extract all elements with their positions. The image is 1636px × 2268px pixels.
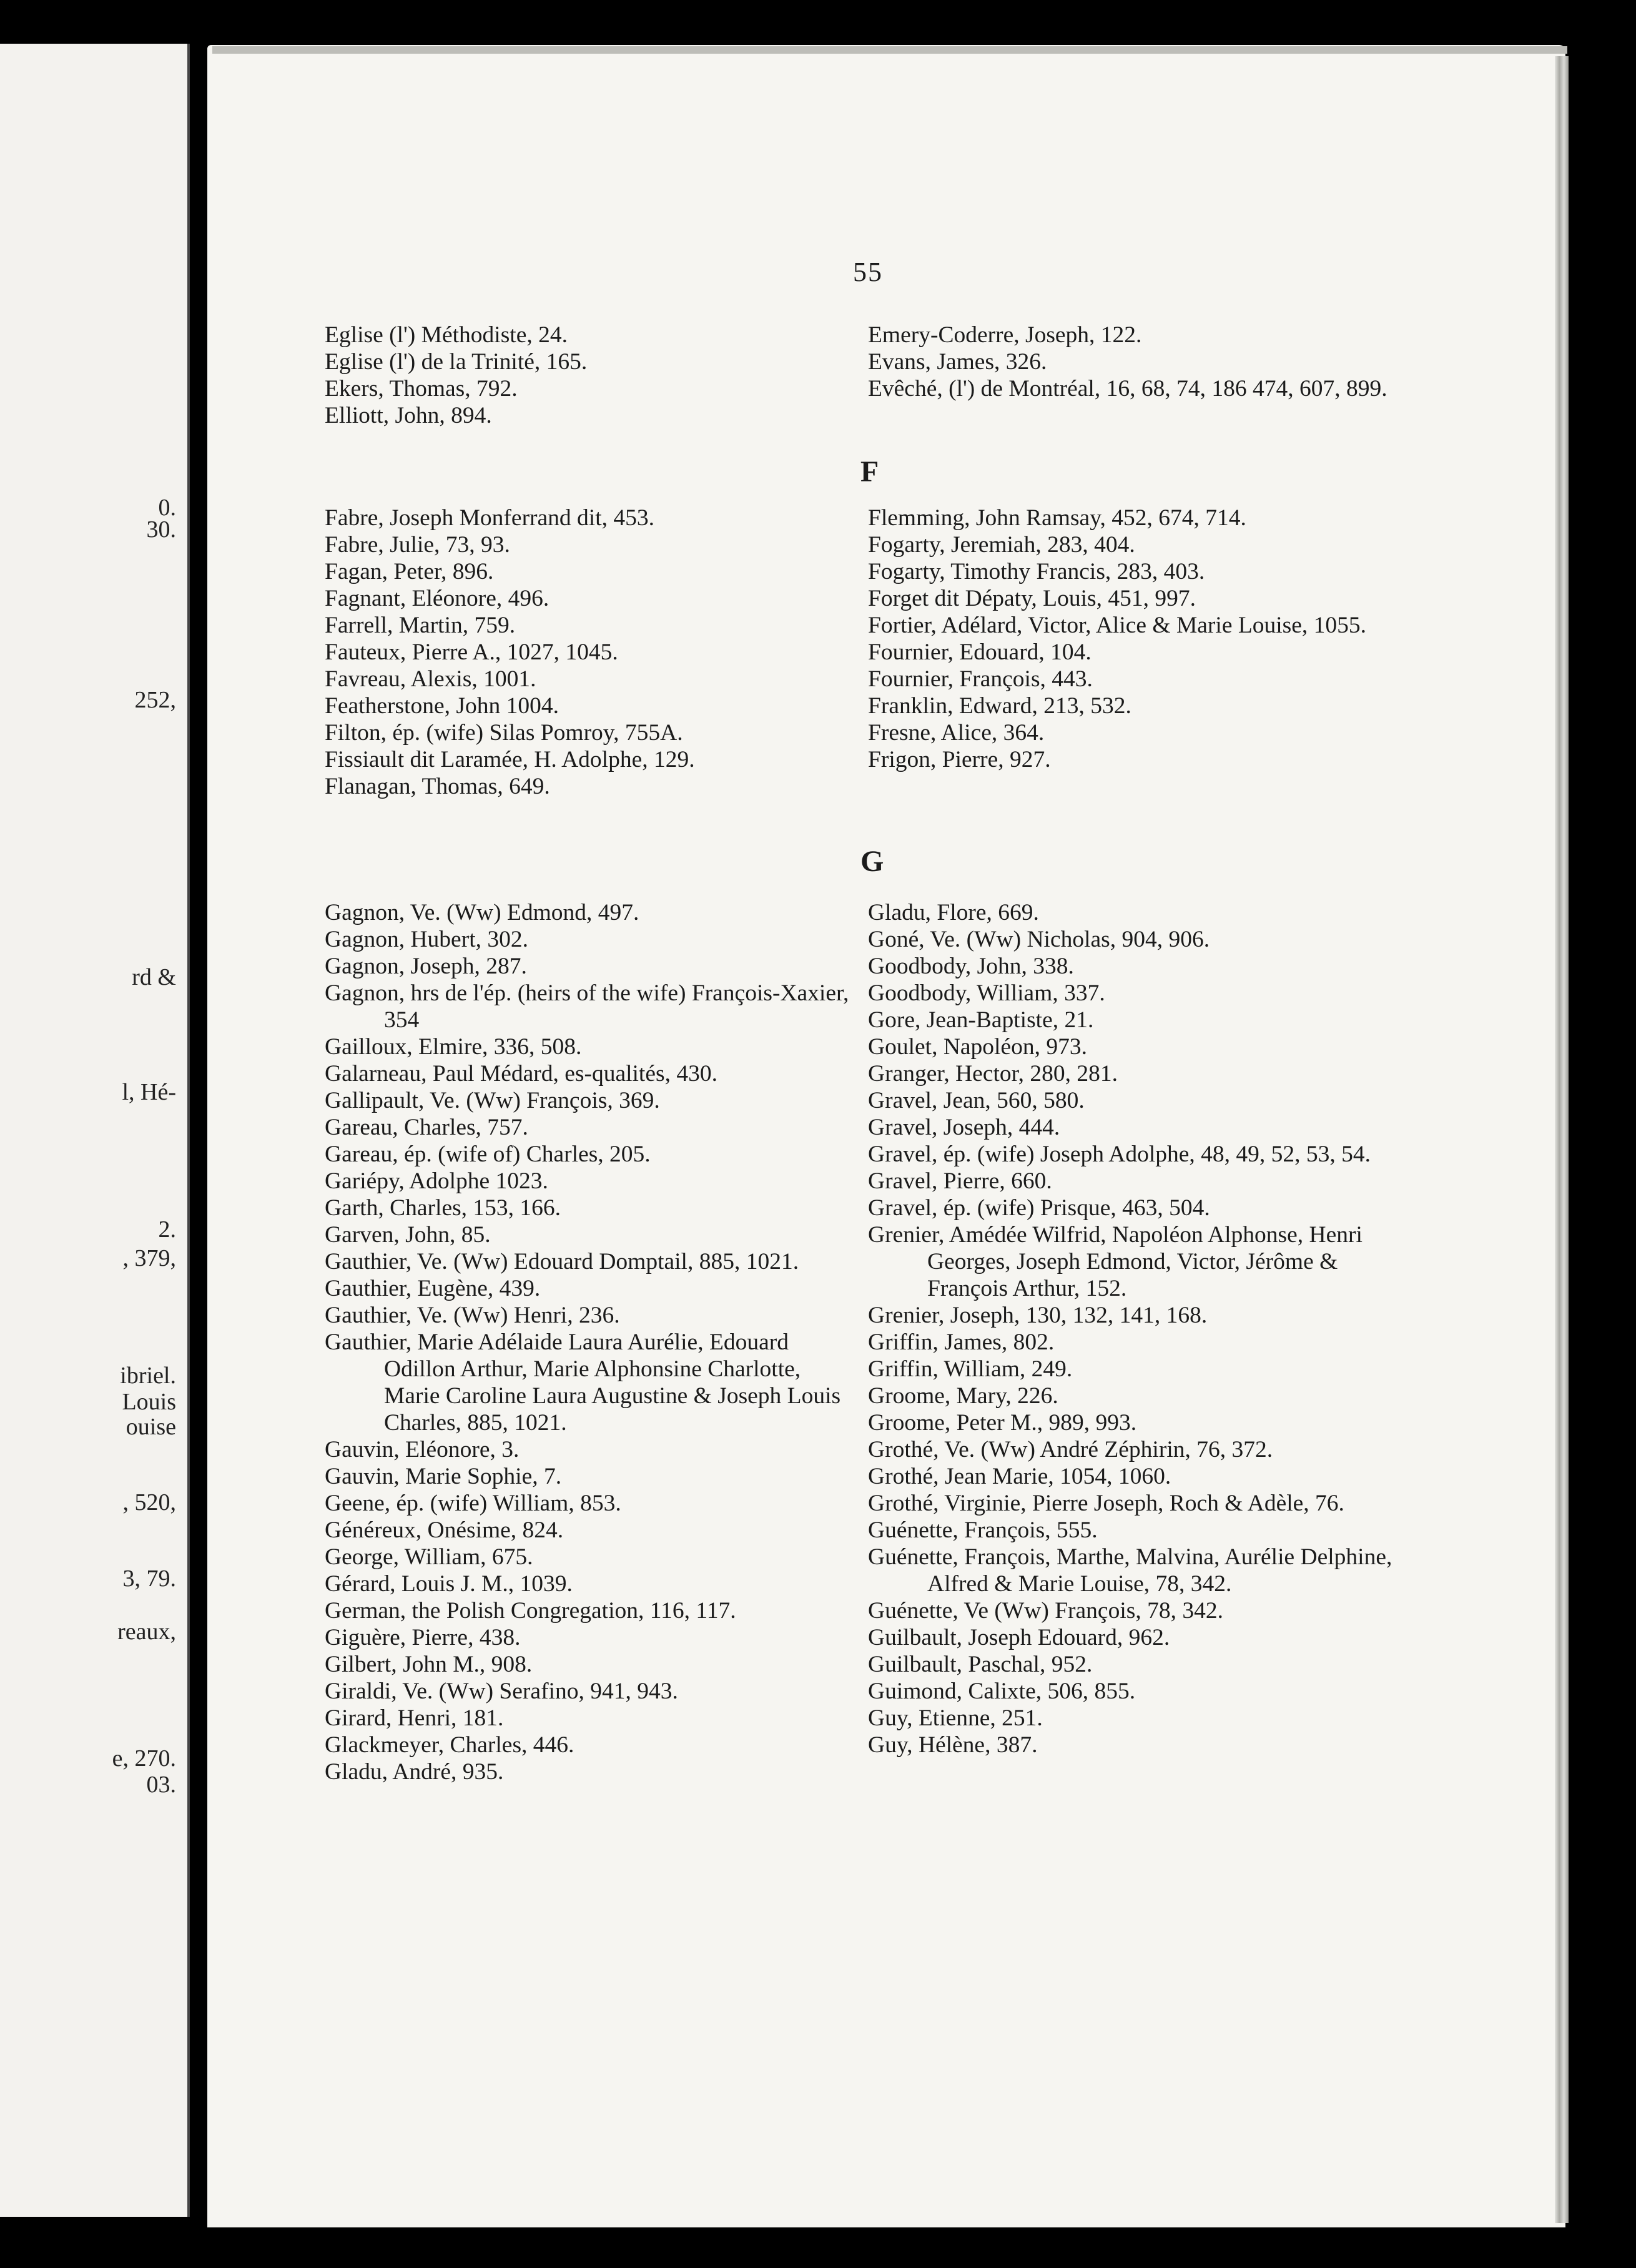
index-entry: Eglise (l') Méthodiste, 24.: [325, 322, 568, 348]
index-entry: Fogarty, Jeremiah, 283, 404.: [868, 532, 1135, 558]
index-entry: Galarneau, Paul Médard, es-qualités, 430.: [325, 1061, 717, 1087]
index-entry: Griffin, James, 802.: [868, 1329, 1055, 1355]
index-entry: Grenier, Amédée Wilfrid, Napoléon Alphonse, Henri Georges, Joseph Edmond, Victor, Jérôme & François Arthur, 152.: [868, 1222, 1363, 1301]
section-e-left: [325, 322, 855, 429]
index-entry: Fresne, Alice, 364.: [868, 720, 1045, 746]
index-entry: Filton, ép. (wife) Silas Pomroy, 755A.: [325, 720, 683, 746]
index-entry: Fagan, Peter, 896.: [325, 559, 494, 584]
index-entry: Flanagan, Thomas, 649.: [325, 774, 550, 799]
index-entry: Gauvin, Marie Sophie, 7.: [325, 1464, 562, 1489]
left-page-fragment: 30.: [146, 516, 176, 543]
index-entry: Favreau, Alexis, 1001.: [325, 666, 536, 692]
left-page-fragment: e, 270.: [112, 1745, 176, 1772]
index-entry: Guénette, François, 555.: [868, 1517, 1098, 1543]
index-entry: Gravel, Pierre, 660.: [868, 1168, 1052, 1194]
index-entry: Généreux, Onésime, 824.: [325, 1517, 564, 1543]
section-f-right: [868, 505, 1392, 773]
index-entry: Elliott, John, 894.: [325, 403, 492, 428]
index-entry: Groome, Mary, 226.: [868, 1383, 1058, 1409]
index-entry: Ekers, Thomas, 792.: [325, 376, 518, 402]
index-entry: Gladu, Flore, 669.: [868, 900, 1039, 925]
index-entry: Granger, Hector, 280, 281.: [868, 1061, 1118, 1087]
index-entry: Garth, Charles, 153, 166.: [325, 1195, 561, 1221]
page-edge-right: [1555, 56, 1569, 2223]
left-page-edge: [0, 44, 190, 2217]
index-entry: Gariépy, Adolphe 1023.: [325, 1168, 548, 1194]
index-entry: Gravel, Jean, 560, 580.: [868, 1088, 1085, 1113]
page-number: 55: [853, 257, 883, 287]
index-entry: Fagnant, Eléonore, 496.: [325, 586, 549, 611]
index-entry: Eglise (l') de la Trinité, 165.: [325, 349, 588, 375]
left-page-fragment: ibriel.: [120, 1363, 176, 1389]
left-page-fragment: 0.: [158, 495, 176, 521]
index-entry: Guy, Hélène, 387.: [868, 1732, 1038, 1758]
index-entry: Guy, Etienne, 251.: [868, 1705, 1043, 1731]
index-entry: Glackmeyer, Charles, 446.: [325, 1732, 574, 1758]
index-entry: Gravel, Joseph, 444.: [868, 1115, 1060, 1140]
index-entry: Flemming, John Ramsay, 452, 674, 714.: [868, 505, 1246, 531]
index-entry: Gauthier, Ve. (Ww) Edouard Domptail, 885, 1021.: [325, 1249, 799, 1275]
index-entry: Fissiault dit Laramée, H. Adolphe, 129.: [325, 747, 695, 772]
index-entry: Gladu, André, 935.: [325, 1759, 504, 1785]
index-entry: Goodbody, John, 338.: [868, 954, 1074, 979]
index-entry: Gauvin, Eléonore, 3.: [325, 1437, 520, 1462]
index-entry: Groome, Peter M., 989, 993.: [868, 1410, 1137, 1436]
index-entry: Guénette, Ve (Ww) François, 78, 342.: [868, 1598, 1223, 1624]
index-entry: Grothé, Virginie, Pierre Joseph, Roch & Adèle, 76.: [868, 1491, 1344, 1516]
left-page-fragment: Louis: [122, 1389, 176, 1415]
index-entry: Gagnon, Joseph, 287.: [325, 954, 527, 979]
index-entry: Guilbault, Paschal, 952.: [868, 1652, 1093, 1677]
index-entry: Fogarty, Timothy Francis, 283, 403.: [868, 559, 1205, 584]
index-entry: Guilbault, Joseph Edouard, 962.: [868, 1625, 1170, 1650]
section-letter-f: F: [860, 455, 879, 488]
left-page-fragment: reaux,: [117, 1619, 176, 1645]
index-entry: Forget dit Dépaty, Louis, 451, 997.: [868, 586, 1196, 611]
index-entry: Grothé, Ve. (Ww) André Zéphirin, 76, 372.: [868, 1437, 1273, 1462]
left-page-fragment: , 520,: [122, 1489, 176, 1516]
index-entry: Fabre, Julie, 73, 93.: [325, 532, 510, 558]
index-entry: Fournier, Edouard, 104.: [868, 639, 1091, 665]
index-entry: Guénette, François, Marthe, Malvina, Aurélie Delphine, Alfred & Marie Louise, 78, 342.: [868, 1544, 1392, 1597]
index-entry: Goulet, Napoléon, 973.: [868, 1034, 1087, 1060]
index-entry: Gravel, ép. (wife) Prisque, 463, 504.: [868, 1195, 1210, 1221]
index-entry: Fauteux, Pierre A., 1027, 1045.: [325, 639, 618, 665]
section-letter-g: G: [860, 845, 884, 878]
page-edge-top: [212, 46, 1567, 54]
index-entry: Garven, John, 85.: [325, 1222, 491, 1248]
index-entry: Goné, Ve. (Ww) Nicholas, 904, 906.: [868, 927, 1210, 952]
index-entry: Grenier, Joseph, 130, 132, 141, 168.: [868, 1303, 1208, 1328]
index-entry: Farrell, Martin, 759.: [325, 613, 516, 638]
index-entry: German, the Polish Congregation, 116, 117.: [325, 1598, 736, 1624]
index-entry: George, William, 675.: [325, 1544, 533, 1570]
index-entry: Giguère, Pierre, 438.: [325, 1625, 521, 1650]
left-page-fragment: rd &: [132, 964, 176, 990]
index-entry: Gilbert, John M., 908.: [325, 1652, 533, 1677]
index-entry: Frigon, Pierre, 927.: [868, 747, 1051, 772]
index-entry: Gallipault, Ve. (Ww) François, 369.: [325, 1088, 660, 1113]
index-entry: Evans, James, 326.: [868, 349, 1047, 375]
index-entry: Gore, Jean-Baptiste, 21.: [868, 1007, 1094, 1033]
index-entry: Gailloux, Elmire, 336, 508.: [325, 1034, 582, 1060]
index-entry: Geene, ép. (wife) William, 853.: [325, 1491, 621, 1516]
index-entry: Grothé, Jean Marie, 1054, 1060.: [868, 1464, 1171, 1489]
section-g-right: [868, 899, 1392, 1758]
left-page-fragment: 2.: [158, 1216, 176, 1243]
index-entry: Franklin, Edward, 213, 532.: [868, 693, 1131, 719]
index-entry: Goodbody, William, 337.: [868, 980, 1105, 1006]
index-entry: Griffin, William, 249.: [868, 1356, 1073, 1382]
index-entry: Girard, Henri, 181.: [325, 1705, 504, 1731]
index-entry: Gérard, Louis J. M., 1039.: [325, 1571, 573, 1597]
index-entry: Gravel, ép. (wife) Joseph Adolphe, 48, 49, 52, 53, 54.: [868, 1141, 1371, 1167]
index-entry: Featherstone, John 1004.: [325, 693, 559, 719]
index-entry: Gauthier, Marie Adélaide Laura Aurélie, Edouard Odillon Arthur, Marie Alphonsine Charlotte, Marie Caroline Laura Augustine & Joseph Louis Charles, 885, 1021.: [325, 1329, 841, 1436]
index-entry: Gareau, Charles, 757.: [325, 1115, 528, 1140]
index-entry: Gagnon, Hubert, 302.: [325, 927, 528, 952]
left-page-fragment: 03.: [146, 1772, 176, 1798]
index-entry: Giraldi, Ve. (Ww) Serafino, 941, 943.: [325, 1679, 678, 1704]
index-entry: Fournier, François, 443.: [868, 666, 1093, 692]
index-entry: Gagnon, hrs de l'ép. (heirs of the wife) François-Xaxier, 354: [325, 980, 849, 1033]
left-page-fragment: ouise: [126, 1414, 176, 1440]
index-entry: Gauthier, Eugène, 439.: [325, 1276, 541, 1301]
index-entry: Gareau, ép. (wife of) Charles, 205.: [325, 1141, 651, 1167]
section-e-right: [868, 322, 1392, 402]
index-entry: Evêché, (l') de Montréal, 16, 68, 74, 186 474, 607, 899.: [868, 376, 1387, 402]
index-entry: Emery-Coderre, Joseph, 122.: [868, 322, 1142, 348]
left-page-fragment: l, Hé-: [122, 1079, 176, 1105]
section-g-left: [325, 899, 855, 1785]
index-entry: Guimond, Calixte, 506, 855.: [868, 1679, 1136, 1704]
index-entry: Fortier, Adélard, Victor, Alice & Marie Louise, 1055.: [868, 613, 1367, 638]
index-entry: Gauthier, Ve. (Ww) Henri, 236.: [325, 1303, 620, 1328]
left-page-fragment: 3, 79.: [122, 1565, 176, 1592]
index-entry: Gagnon, Ve. (Ww) Edmond, 497.: [325, 900, 639, 925]
left-page-fragment: 252,: [134, 687, 176, 713]
left-page-fragment: , 379,: [122, 1245, 176, 1271]
index-entry: Fabre, Joseph Monferrand dit, 453.: [325, 505, 655, 531]
section-f-left: [325, 505, 855, 800]
